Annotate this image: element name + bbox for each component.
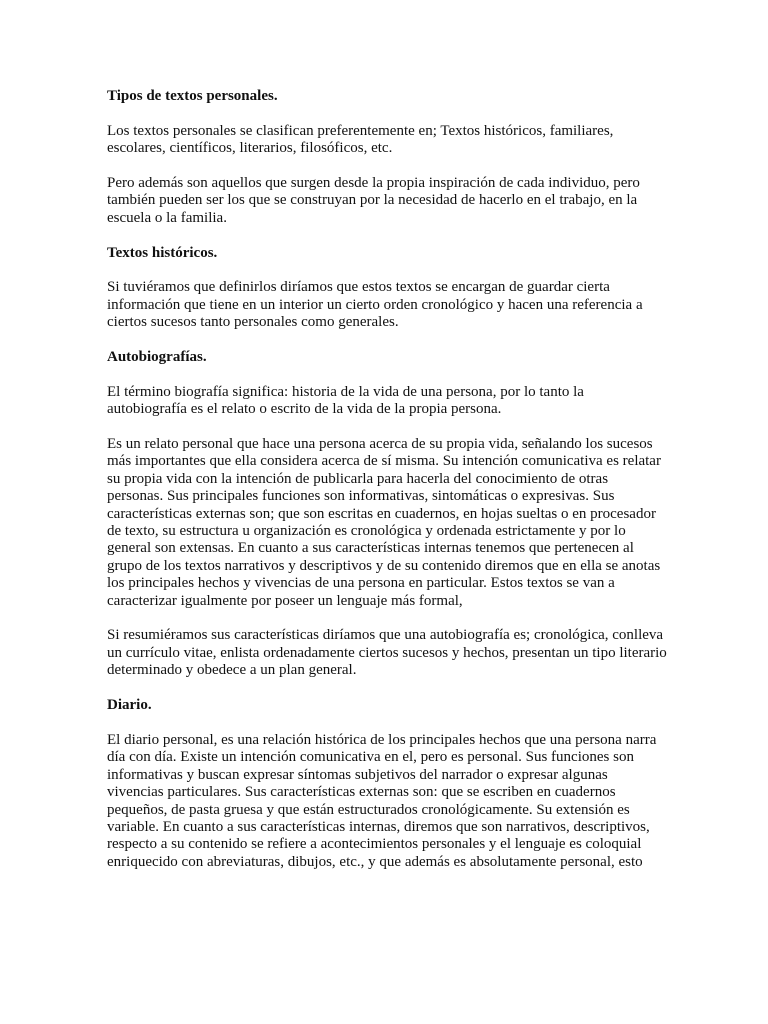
- intro-paragraph-1: Los textos personales se clasifican preferentemente en; Textos históricos, familiares, escolares, científicos, literarios, filosóficos, etc.: [107, 122, 614, 157]
- section-heading-autobiografias: Autobiografías.: [107, 349, 207, 366]
- historicos-paragraph-1: Si tuviéramos que definirlos diríamos que estos textos se encargan de guardar cierta información que tiene en un interior un cierto orden cronológico y hacen una referencia a ciertos sucesos tanto personales como generales.: [107, 279, 643, 331]
- document-title: Tipos de textos personales.: [107, 88, 278, 104]
- section-heading-historicos: Textos históricos.: [107, 244, 218, 261]
- autobiografias-paragraph-1: El término biografía significa: historia de la vida de una persona, por lo tanto la autobiografía es el relato o escrito de la vida de la propia persona.: [107, 383, 584, 418]
- intro-paragraph-2: Pero además son aquellos que surgen desde la propia inspiración de cada individuo, pero también pueden ser los que se construyan por la necesidad de hacerlo en el trabajo, en la escuela o la familia.: [107, 175, 640, 226]
- document-page: [107, 88, 667, 889]
- autobiografias-paragraph-2: Es un relato personal que hace una persona acerca de su propia vida, señalando los sucesos más importantes que ella considera acerca de sí misma. Su intención comunicativa es relatar su propia vida con la intención de publicarla para hacerla del conocimiento de otras personas. Sus principales funciones son informativas, sintomáticas o expresivas. Sus características externas son; que son escritas en cuadernos, en hojas sueltas o en procesador de texto, su estructura u organización es cronológica y ordenada estrictamente y por lo general son extensas. En cuanto a sus características internas tenemos que pertenecen al grupo de los textos narrativos y descriptivos y de su contenido diremos que en ella se anotas los principales hechos y vivencias de una persona en particular. Estos textos se van a caracterizar igualmente por poseer un lenguaje más formal,: [107, 436, 661, 609]
- autobiografias-paragraph-3: Si resumiéramos sus características diríamos que una autobiografía es; cronológica, conlleva un currículo vitae, enlista ordenadamente ciertos sucesos y hechos, presentan un tipo literario determinado y obedece a un plan general.: [107, 627, 667, 679]
- diario-paragraph-1: El diario personal, es una relación histórica de los principales hechos que una persona narra día con día. Existe un intención comunicativa en el, pero es personal. Sus funciones son informativas y buscan expresar síntomas subjetivos del narrador o expresar algunas vivencias particulares. Sus características externas son: que se escriben en cuadernos pequeños, de pasta gruesa y que están estructurados cronológicamente. Su extensión es variable. En cuanto a sus características internas, diremos que son narrativos, descriptivos, respecto a su contenido se refiere a acontecimientos personales y el lenguaje es coloquial enriquecido con abreviaturas, dibujos, etc., y que además es absolutamente personal, esto: [107, 731, 657, 870]
- section-heading-diario: Diario.: [107, 697, 152, 714]
